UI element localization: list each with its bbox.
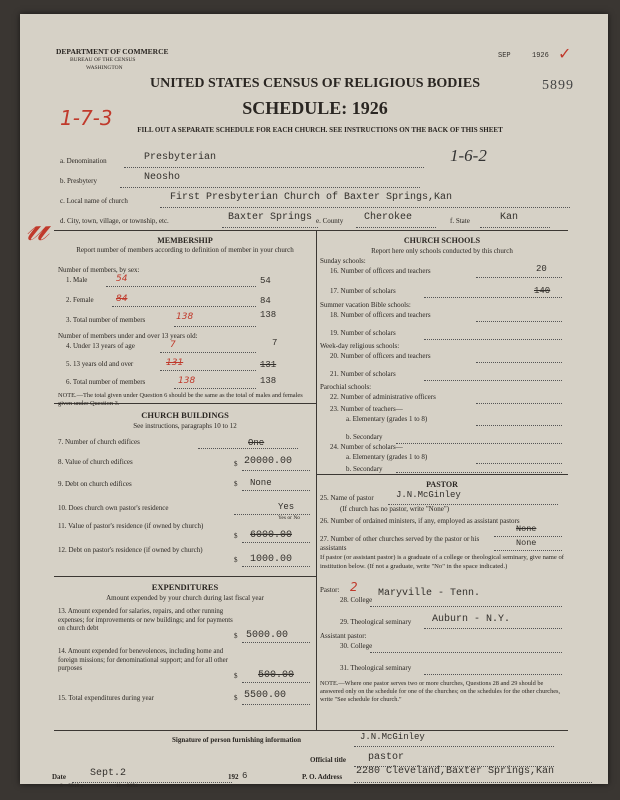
q6-label: 6. Total number of members	[66, 378, 146, 386]
weekday-heading: Week-day religious schools:	[320, 342, 400, 350]
denomination-value: Presbyterian	[144, 152, 217, 163]
q4-value: 7	[272, 338, 278, 348]
q15-label: 15. Total expenditures during year	[58, 694, 154, 702]
asst-pastor-label: Assistant pastor:	[320, 632, 367, 640]
address-value: 2280 Cleveland,Baxter Springs,Kan	[356, 766, 555, 777]
pastor-pencil-mark: 2	[350, 580, 358, 594]
q2-line	[112, 306, 256, 307]
census-schedule-sheet	[20, 14, 608, 789]
q31-line	[424, 674, 562, 675]
bureau-name: BUREAU OF THE CENSUS	[70, 57, 136, 63]
expenditures-title: EXPENDITURES	[151, 582, 219, 592]
serial-number: 5899	[542, 78, 574, 93]
q25-value: J.N.McGinley	[396, 490, 461, 500]
pencil-mark-icon: 𝓊	[26, 204, 49, 250]
q24b-line	[396, 472, 562, 473]
q12-value: 1000.00	[250, 554, 293, 565]
q29-label: 29. Theological seminary	[340, 618, 412, 626]
signature-line	[354, 746, 554, 747]
q12-dollar: $	[234, 556, 238, 564]
q23b-line	[396, 443, 562, 444]
state-value: Kan	[500, 212, 519, 223]
q24-label: 24. Number of scholars—	[330, 443, 403, 451]
q8-dollar: $	[234, 460, 238, 468]
q17-label: 17. Number of scholars	[330, 287, 396, 295]
q13-value: 5000.00	[246, 630, 289, 641]
buildings-sub: See instructions, paragraphs 10 to 12	[133, 422, 237, 430]
q7-label: 7. Number of church edifices	[58, 438, 140, 446]
q5-pencil: 131	[166, 358, 184, 368]
q2-label: 2. Female	[66, 296, 94, 304]
q8-line	[242, 470, 310, 471]
q22-line	[476, 403, 562, 404]
print-code: 11—9054	[116, 783, 138, 789]
q4-label: 4. Under 13 years of age	[66, 342, 135, 350]
check-mark-icon: ✓	[558, 44, 572, 63]
q15-value: 5500.00	[244, 690, 287, 701]
q10-hint: Yes or No	[278, 515, 301, 521]
q28-value: Maryville - Tenn.	[378, 588, 481, 599]
q8-label: 8. Value of church edifices	[58, 458, 133, 466]
q13-dollar: $	[234, 632, 238, 640]
q5-value: 131	[260, 360, 277, 370]
q24b-label: b. Secondary	[346, 465, 383, 473]
q24a-label: a. Elementary (grades 1 to 8)	[346, 453, 428, 461]
frame-bottom-rule	[54, 730, 568, 731]
schools-bottom-rule	[316, 474, 568, 475]
q5-label: 5. 13 years old and over	[66, 360, 134, 368]
q13-line	[242, 642, 310, 643]
frame-top-rule	[54, 230, 568, 231]
year-prefix: 192	[228, 773, 239, 781]
address-line	[354, 782, 592, 783]
form-instruction: FILL OUT A SEPARATE SCHEDULE FOR EACH CHURCH. SEE INSTRUCTIONS ON THE BACK OF THIS SHEET	[137, 126, 503, 134]
denomination-line	[124, 167, 424, 168]
date-label: Date	[52, 773, 66, 781]
city-line	[222, 227, 318, 228]
q13-label: 13. Amount expended for salaries, repairs, and other running expenses; for improvements or new buildings; and for payments on church debt	[58, 608, 233, 633]
age-heading: Number of members under and over 13 years old:	[58, 332, 198, 340]
by-sex-heading: Number of members, by sex:	[58, 266, 140, 274]
q4-line	[160, 352, 256, 353]
received-stamp-month: SEP	[498, 52, 511, 60]
q11-dollar: $	[234, 532, 238, 540]
q14-line	[242, 682, 310, 683]
q21-label: 21. Number of scholars	[330, 370, 396, 378]
q26-value: None	[516, 524, 537, 534]
signature-label: Signature of person furnishing information	[172, 736, 301, 744]
county-value: Cherokee	[364, 212, 413, 223]
q2-pencil: 84	[116, 294, 128, 304]
presbytery-value: Neosho	[144, 172, 181, 183]
q6-pencil: 138	[178, 376, 196, 386]
q27-label: 27. Number of other churches served by the pastor or his assistants	[320, 535, 480, 552]
department-name: DEPARTMENT OF COMMERCE	[56, 47, 169, 56]
q3-line	[174, 326, 256, 327]
q22-label: 22. Number of administrative officers	[330, 393, 436, 401]
local-name-value: First Presbyterian Church of Baxter Springs,Kan	[170, 192, 453, 203]
q28-label: 28. College	[340, 596, 373, 604]
q10-value: Yes	[278, 502, 295, 512]
q15-line	[242, 704, 310, 705]
q25-label: 25. Name of pastor	[320, 494, 374, 502]
q7-line	[198, 448, 298, 449]
bureau-city: WASHINGTON	[86, 65, 123, 71]
q3-value: 138	[260, 310, 277, 320]
pastor-title: PASTOR	[426, 480, 458, 489]
q31-label: 31. Theological seminary	[340, 664, 412, 672]
q24a-line	[476, 463, 562, 464]
q5-line	[160, 370, 256, 371]
q23b-label: b. Secondary	[346, 433, 383, 441]
local-name-label: c. Local name of church	[60, 197, 128, 205]
sunday-heading: Sunday schools:	[320, 257, 366, 265]
q11-value: 6000.00	[250, 530, 293, 541]
date-value: Sept.2	[90, 768, 127, 779]
q9-value: None	[250, 478, 272, 488]
q1-pencil: 54	[116, 274, 128, 284]
q14-label: 14. Amount expended for benevolences, including home and foreign missions; for denominational support; and for all other purposes	[58, 648, 228, 673]
denomination-label: a. Denomination	[60, 157, 107, 165]
presbytery-label: b. Presbytery	[60, 177, 97, 185]
q9-label: 9. Debt on church edifices	[58, 480, 132, 488]
official-title-value: pastor	[368, 752, 405, 763]
q30-label: 30. College	[340, 642, 373, 650]
q16-line	[476, 277, 562, 278]
summer-heading: Summer vacation Bible schools:	[320, 301, 411, 309]
q26-label: 26. Number of ordained ministers, if any, employed as assistant pastors	[320, 517, 520, 525]
pastor-sub-label: Pastor:	[320, 586, 340, 594]
q18-label: 18. Number of officers and teachers	[330, 311, 431, 319]
q3-label: 3. Total number of members	[66, 316, 146, 324]
city-value: Baxter Springs	[228, 212, 313, 223]
form-subtitle: SCHEDULE: 1926	[242, 98, 388, 118]
q17-line	[424, 297, 562, 298]
q21-line	[424, 380, 562, 381]
schools-intro: Report here only schools conducted by this church	[371, 247, 513, 255]
q26-line	[494, 536, 562, 537]
q14-value: 500.00	[258, 670, 295, 681]
q27-value: None	[516, 538, 537, 548]
expenditures-sub: Amount expended by your church during last fiscal year	[106, 594, 264, 602]
q19-line	[424, 339, 562, 340]
q6-line	[174, 388, 256, 389]
q12-label: 12. Debt on pastor's residence (if owned by church)	[58, 546, 203, 554]
q10-label: 10. Does church own pastor's residence	[58, 504, 169, 512]
state-line	[480, 227, 550, 228]
form-code: 8—5518 a	[60, 783, 84, 789]
state-label: f. State	[450, 217, 470, 225]
q16-label: 16. Number of officers and teachers	[330, 267, 431, 275]
q14-dollar: $	[234, 672, 238, 680]
schools-title: CHURCH SCHOOLS	[403, 236, 481, 245]
county-label: e. County	[316, 217, 344, 225]
q4-pencil: 7	[170, 340, 176, 350]
date-line	[72, 782, 232, 783]
q29-value: Auburn - N.Y.	[432, 614, 511, 625]
q23-label: 23. Number of teachers—	[330, 405, 403, 413]
college-note: If pastor (or assistant pastor) is a graduate of a college or theological seminary, give name of institution below. (If not a graduate, write "No" in the space indicated.)	[320, 554, 565, 570]
buildings-bottom-rule	[54, 576, 316, 577]
pastor-note: NOTE.—Where one pastor serves two or more churches, Questions 28 and 29 should be answered only on the schedule for one of the churches; on the schedules for the other churches, write "See schedule for church."	[320, 680, 561, 704]
q25-hint: (If church has no pastor, write "None")	[340, 505, 450, 513]
q30-line	[370, 652, 562, 653]
year-digit: 6	[242, 771, 248, 781]
q9-line	[242, 490, 310, 491]
membership-note: NOTE.—The total given under Question 6 should be the same as the total of males and females given under Question 3.	[58, 392, 303, 407]
q28-line	[370, 606, 562, 607]
buildings-title: CHURCH BUILDINGS	[141, 410, 229, 420]
q15-dollar: $	[234, 694, 238, 702]
q18-line	[476, 321, 562, 322]
q12-line	[242, 566, 310, 567]
parochial-heading: Parochial schools:	[320, 383, 372, 391]
q20-label: 20. Number of officers and teachers	[330, 352, 431, 360]
membership-title: MEMBERSHIP	[157, 236, 213, 245]
county-line	[356, 227, 436, 228]
q23a-line	[476, 425, 562, 426]
form-title: UNITED STATES CENSUS OF RELIGIOUS BODIES	[149, 76, 480, 91]
q3-pencil: 138	[176, 312, 194, 322]
q20-line	[476, 362, 562, 363]
official-title-label: Official title	[310, 756, 346, 764]
presbytery-line	[120, 187, 420, 188]
city-label: d. City, town, village, or township, etc.	[60, 217, 169, 225]
local-name-line	[160, 207, 570, 208]
received-stamp-year: 1926	[532, 52, 549, 60]
q1-line	[106, 286, 256, 287]
q29-line	[424, 628, 562, 629]
q11-label: 11. Value of pastor's residence (if owned by church)	[58, 522, 204, 530]
address-label: P. O. Address	[302, 773, 343, 781]
q16-value: 20	[536, 264, 547, 274]
pencil-code-left: 1-7-3	[60, 106, 113, 130]
q6-value: 138	[260, 376, 277, 386]
q11-line	[242, 542, 310, 543]
q8-value: 20000.00	[244, 456, 293, 467]
signature-value: J.N.McGinley	[360, 732, 425, 742]
q23a-label: a. Elementary (grades 1 to 8)	[346, 415, 428, 423]
q2-value: 84	[260, 296, 271, 306]
q9-dollar: $	[234, 480, 238, 488]
q27-line	[494, 550, 562, 551]
q17-value: 140	[534, 286, 551, 296]
q19-label: 19. Number of scholars	[330, 329, 396, 337]
q1-label: 1. Male	[66, 276, 88, 284]
pencil-code-right: 1-6-2	[450, 146, 487, 165]
membership-intro: Report number of members according to definition of member in your church	[76, 246, 294, 254]
q7-value: One	[248, 438, 265, 448]
q1-value: 54	[260, 276, 271, 286]
